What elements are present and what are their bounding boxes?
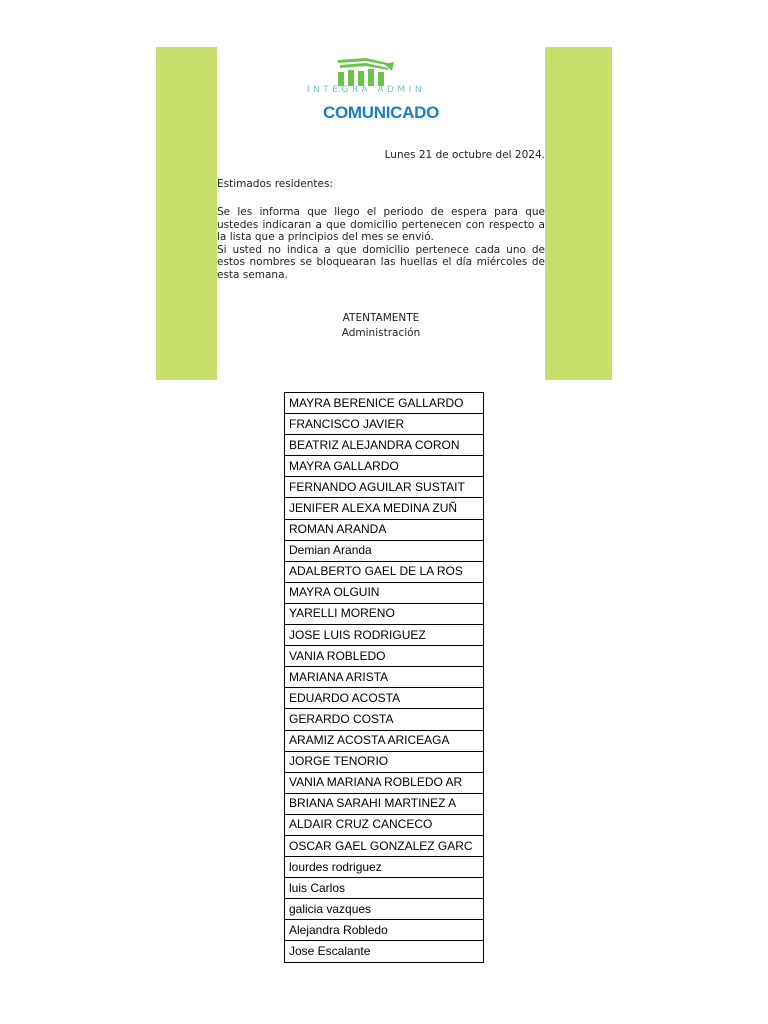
letter-notice bbox=[156, 47, 612, 380]
table-row bbox=[285, 730, 484, 751]
table-row bbox=[285, 667, 484, 688]
table-row bbox=[285, 519, 484, 540]
table-row bbox=[285, 540, 484, 561]
notice-closing: ATENTAMENTE bbox=[342, 312, 420, 324]
name-cell: VANIA MARIANA ROBLEDO AR bbox=[285, 772, 484, 793]
name-cell: GERARDO COSTA bbox=[285, 709, 484, 730]
right-green-band bbox=[545, 47, 612, 380]
name-cell: luis Carlos bbox=[285, 878, 484, 899]
name-cell: EDUARDO ACOSTA bbox=[285, 688, 484, 709]
table-row bbox=[285, 751, 484, 772]
table-row bbox=[285, 878, 484, 899]
table-row bbox=[285, 603, 484, 624]
notice-body bbox=[217, 206, 545, 281]
name-cell: BRIANA SARAHI MARTINEZ A bbox=[285, 793, 484, 814]
table-row bbox=[285, 477, 484, 498]
name-cell: JOSE LUIS RODRIGUEZ bbox=[285, 625, 484, 646]
names-table bbox=[284, 392, 484, 963]
table-row bbox=[285, 393, 484, 414]
name-cell: MAYRA OLGUIN bbox=[285, 582, 484, 603]
table-row bbox=[285, 941, 484, 962]
name-cell: FRANCISCO JAVIER bbox=[285, 414, 484, 435]
table-row bbox=[285, 920, 484, 941]
table-row bbox=[285, 688, 484, 709]
table-row bbox=[285, 414, 484, 435]
notice-signature: Administración bbox=[341, 327, 421, 339]
notice-greeting: Estimados residentes: bbox=[217, 178, 333, 190]
name-cell: galicia vazques bbox=[285, 899, 484, 920]
building-chart-icon bbox=[326, 58, 406, 88]
name-cell: ADALBERTO GAEL DE LA ROS bbox=[285, 561, 484, 582]
name-cell: VANIA ROBLEDO bbox=[285, 646, 484, 667]
notice-title: COMUNICADO bbox=[323, 103, 439, 122]
name-cell: Demian Aranda bbox=[285, 540, 484, 561]
name-cell: lourdes rodriguez bbox=[285, 857, 484, 878]
name-cell: JORGE TENORIO bbox=[285, 751, 484, 772]
table-row bbox=[285, 435, 484, 456]
name-cell: MAYRA BERENICE GALLARDO bbox=[285, 393, 484, 414]
table-row bbox=[285, 835, 484, 856]
name-cell: Alejandra Robledo bbox=[285, 920, 484, 941]
name-cell: MAYRA GALLARDO bbox=[285, 456, 484, 477]
name-cell: ARAMIZ ACOSTA ARICEAGA bbox=[285, 730, 484, 751]
table-row bbox=[285, 582, 484, 603]
table-row bbox=[285, 456, 484, 477]
integra-admin-logo bbox=[286, 58, 446, 98]
name-cell: YARELLI MORENO bbox=[285, 603, 484, 624]
name-cell: FERNANDO AGUILAR SUSTAIT bbox=[285, 477, 484, 498]
table-row bbox=[285, 899, 484, 920]
name-cell: ALDAIR CRUZ CANCECO bbox=[285, 814, 484, 835]
notice-paragraph-1: Se les informa que llego el periodo de espera para que ustedes indicaran a que domicilio pertenecen con respecto a la lista que a principios del mes se envió. bbox=[217, 206, 545, 243]
table-row bbox=[285, 857, 484, 878]
left-green-band bbox=[156, 47, 217, 380]
name-cell: MARIANA ARISTA bbox=[285, 667, 484, 688]
table-row bbox=[285, 772, 484, 793]
logo-text: INTEGRA ADMIN bbox=[306, 85, 426, 95]
table-row bbox=[285, 561, 484, 582]
table-row bbox=[285, 498, 484, 519]
name-cell: ROMAN ARANDA bbox=[285, 519, 484, 540]
name-cell: OSCAR GAEL GONZALEZ GARC bbox=[285, 835, 484, 856]
table-row bbox=[285, 814, 484, 835]
notice-paragraph-2: Si usted no indica a que domicilio pertenece cada uno de estos nombres se bloquearan las huellas el día miércoles de esta semana. bbox=[217, 243, 545, 281]
notice-date: Lunes 21 de octubre del 2024. bbox=[384, 149, 545, 161]
table-row bbox=[285, 709, 484, 730]
table-row bbox=[285, 646, 484, 667]
name-cell: JENIFER ALEXA MEDINA ZUÑ bbox=[285, 498, 484, 519]
name-cell: BEATRIZ ALEJANDRA CORON bbox=[285, 435, 484, 456]
name-cell: Jose Escalante bbox=[285, 941, 484, 962]
table-row bbox=[285, 793, 484, 814]
table-row bbox=[285, 625, 484, 646]
